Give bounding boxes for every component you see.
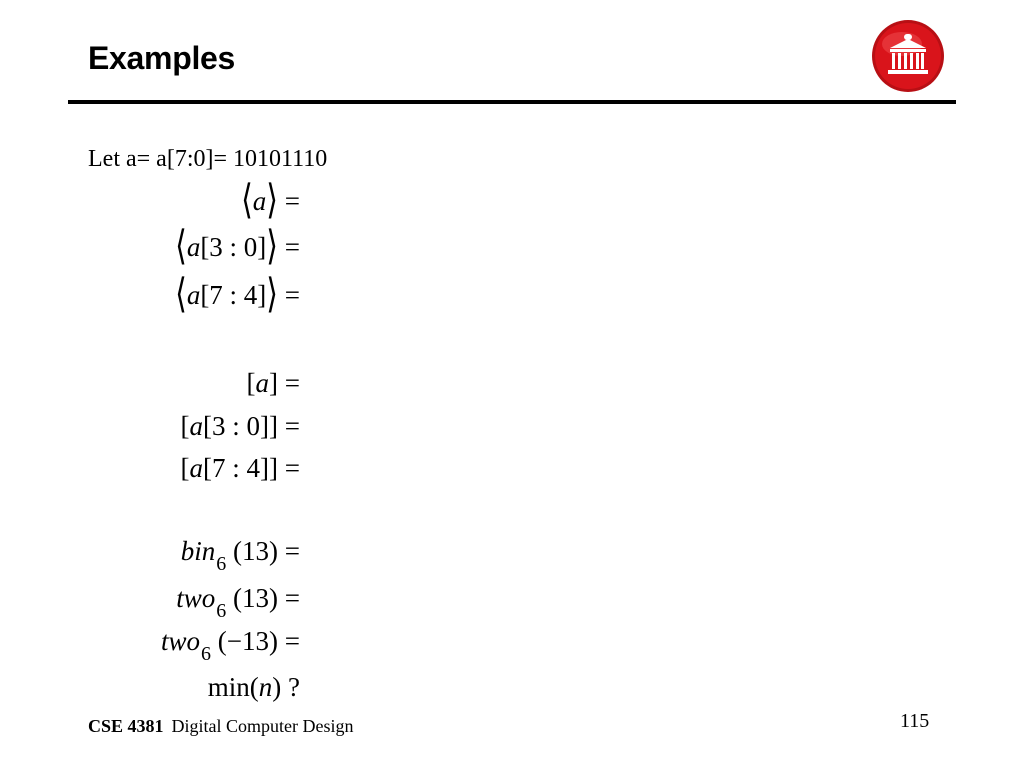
equation-3: ⟨a[7 : 4]⟩ = — [175, 270, 300, 318]
intro-text: Let a= a[7:0]= 10101110 — [88, 146, 328, 172]
footer — [88, 716, 354, 737]
equation-2: ⟨a[3 : 0]⟩ = — [175, 222, 300, 270]
page-number: 115 — [900, 710, 930, 732]
equation-5: [a[3 : 0]] = — [180, 411, 300, 441]
equation-9: two$_6$ (−13) = — [161, 626, 300, 665]
title-underline — [68, 100, 956, 104]
equation-8: two$_6$ (13) = — [176, 583, 300, 622]
equation-10: min(n) ? — [207, 672, 300, 702]
university-logo-icon — [870, 18, 946, 94]
equation-7: bin$_6$ (13) = — [180, 536, 300, 575]
footer-course: CSE 4381 — [88, 716, 164, 736]
footer-name: Digital Computer Design — [171, 716, 354, 736]
equation-6: [a[7 : 4]] = — [180, 453, 300, 483]
equation-1: ⟨a⟩ = — [241, 176, 300, 224]
slide-title: Examples — [88, 40, 236, 76]
equation-4: [a] = — [246, 368, 300, 398]
